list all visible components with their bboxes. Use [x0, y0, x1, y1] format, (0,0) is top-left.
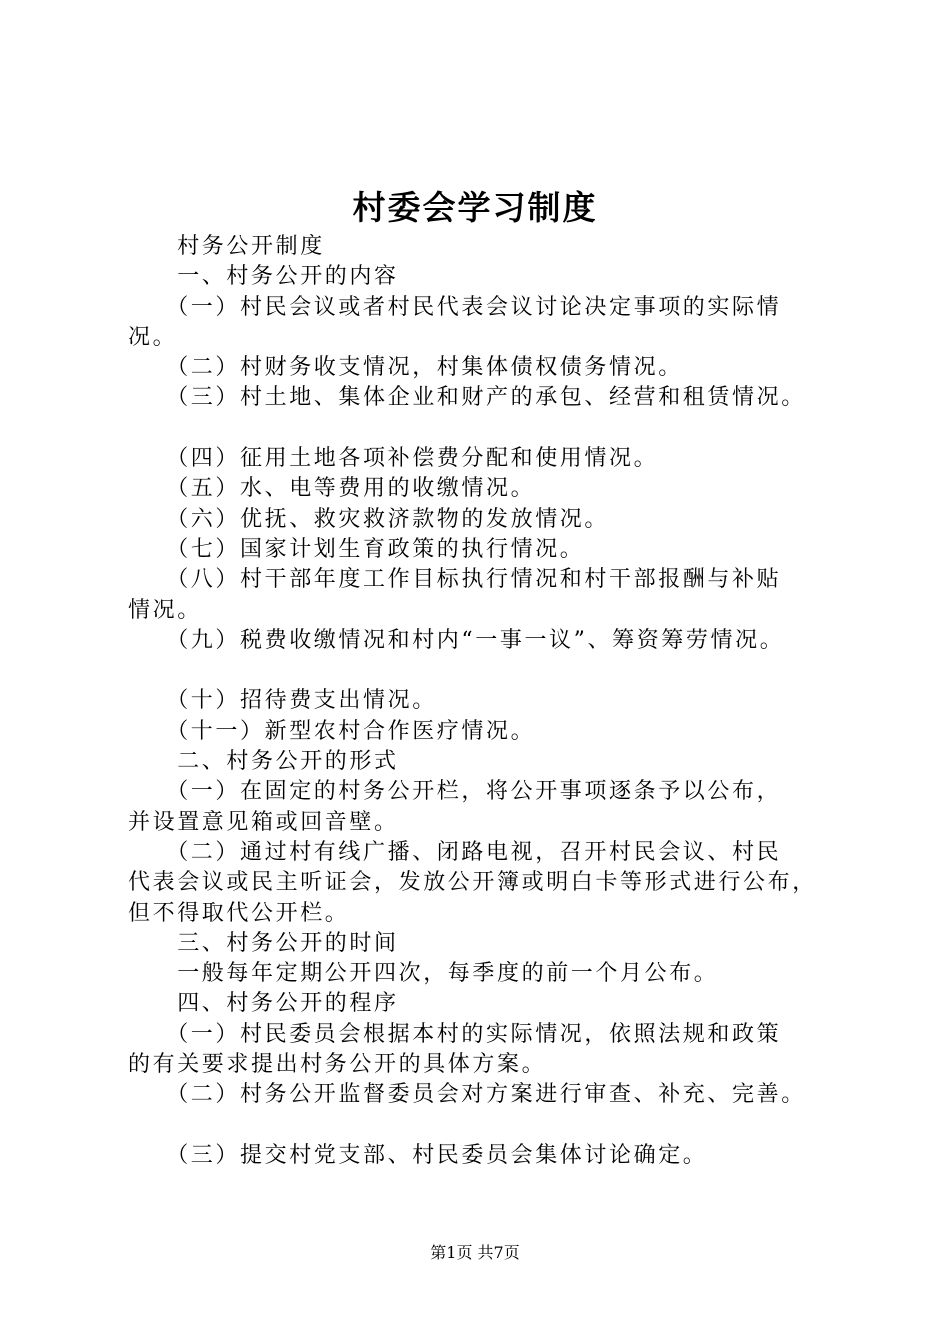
paragraph-line: （二）村财务收支情况，村集体债权债务情况。	[128, 355, 683, 381]
paragraph-line: （二）通过村有线广播、闭路电视，召开村民会议、村民	[128, 839, 782, 865]
paragraph-line: （三）村土地、集体企业和财产的承包、经营和租赁情况。	[128, 385, 806, 411]
paragraph-line: （十一）新型农村合作医疗情况。	[128, 718, 536, 744]
paragraph-line: 况。	[128, 324, 178, 350]
paragraph-line: 情况。	[128, 597, 202, 623]
paragraph-line: （一）村民会议或者村民代表会议讨论决定事项的实际情	[128, 294, 782, 320]
blank-line	[128, 656, 848, 686]
page-number-footer: 第1页 共7页	[430, 1243, 520, 1262]
paragraph-line: （三）提交村党支部、村民委员会集体讨论确定。	[128, 1142, 708, 1168]
paragraph-line: 但不得取代公开栏。	[128, 900, 350, 926]
paragraph-line: （一）在固定的村务公开栏，将公开事项逐条予以公布，	[128, 779, 782, 805]
paragraph-line: （八）村干部年度工作目标执行情况和村干部报酬与补贴	[128, 567, 782, 593]
blank-line	[128, 414, 848, 444]
document-body	[128, 232, 848, 1171]
paragraph-line: （六）优抚、救灾救济款物的发放情况。	[128, 506, 610, 532]
paragraph-line: （五）水、电等费用的收缴情况。	[128, 476, 536, 502]
paragraph-line: 的有关要求提出村务公开的具体方案。	[128, 1052, 547, 1078]
page-title: 村委会学习制度	[352, 188, 598, 227]
paragraph-line: 一般每年定期公开四次，每季度的前一个月公布。	[128, 961, 719, 987]
section-heading: 四、村务公开的程序	[128, 991, 399, 1017]
paragraph-line: 并设置意见箱或回音壁。	[128, 809, 399, 835]
section-heading: 一、村务公开的内容	[128, 264, 399, 290]
section-heading: 三、村务公开的时间	[128, 930, 399, 956]
paragraph-line: （一）村民委员会根据本村的实际情况，依照法规和政策	[128, 1021, 782, 1047]
paragraph-line: （四）征用土地各项补偿费分配和使用情况。	[128, 446, 659, 472]
paragraph-line: 代表会议或民主听证会，发放公开簿或明白卡等形式进行公布，	[128, 870, 817, 896]
paragraph-line: （七）国家计划生育政策的执行情况。	[128, 536, 585, 562]
paragraph-line: （九）税费收缴情况和村内“一事一议”、筹资筹劳情况。	[128, 627, 785, 653]
section-heading: 二、村务公开的形式	[128, 749, 399, 775]
blank-line	[128, 1111, 848, 1141]
paragraph-line: （十）招待费支出情况。	[128, 688, 437, 714]
section-heading: 村务公开制度	[128, 234, 325, 259]
paragraph-line: （二）村务公开监督委员会对方案进行审查、补充、完善。	[128, 1082, 806, 1108]
